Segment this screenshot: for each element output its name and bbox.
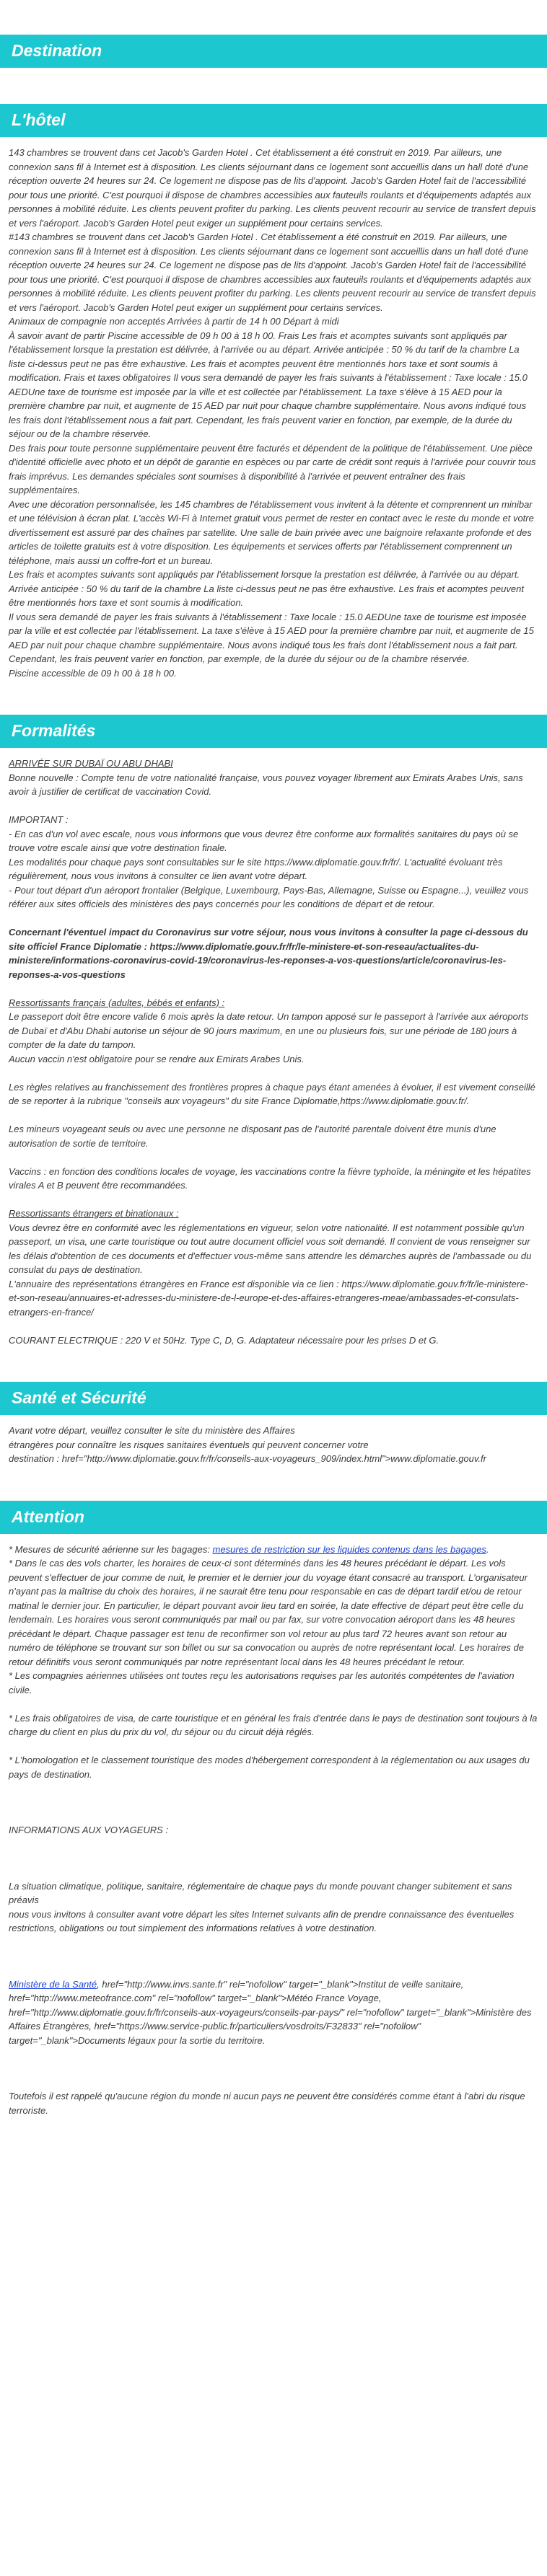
- baggage-rule: [9, 1543, 538, 1557]
- formalites-heading: Formalités: [0, 715, 547, 748]
- situation-line: nous vous invitons à consulter avant votre départ les sites Internet suivants afin de prendre connaissance des éventuelles restrictions, obligations ou tout simplement des informations relatives à votre destination.: [9, 1908, 515, 1933]
- rules-text: Les règles relatives au franchissement des frontières propres à chaque pays étant amenées à évoluer, il est vivement conseillé de se reporter à la rubrique "conseils aux voyageurs" du site France Diplomatie,https://www.diplomatie.gouv.fr/.: [9, 1081, 535, 1106]
- hotel-paragraph: Il vous sera demandé de payer les frais suivants à l'établissement : Taxe locale : 15.0 AEDUne taxe de tourisme est imposée par la ville et est collectée par l'établissement. La taxe s'élève à 15 AED pour la première chambre par nuit, et augmente de 15 AED par nuit pour chaque chambre supplémentaire. Nous avons indiqué tous les frais dont l'établissement nous a fait part. Cependant, les frais peuvent varier en fonction, par exemple, de la durée du séjour ou de la chambre réservée.: [9, 611, 534, 664]
- situation-line: La situation climatique, politique, sanitaire, réglementaire de chaque pays du monde pouvant changer subitement et sans préavis: [9, 1880, 512, 1905]
- airlines-text: * Les compagnies aériennes utilisées ont toutes reçu les autorisations requises par les autorités compétentes de l'aviation civile.: [9, 1670, 515, 1695]
- important-line: - Pour tout départ d'un aéroport frontalier (Belgique, Luxembourg, Pays-Bas, Allemagne, Suisse ou Espagne...), veuillez vous référer aux sites officiels des ministères des pays concernés pour les conditions de départ et de retour.: [9, 884, 529, 909]
- ministere-sante-link[interactable]: Ministère de la Santé: [9, 1978, 97, 1990]
- fr-text: Le passeport doit être encore valide 6 mois après la date retour. Un tampon apposé sur le passeport à l'arrivée aux aéroports de Dubaï et d'Abu Dhabi autorise un séjour de 90 jours maximum, en une ou plusieurs fois, sur une période de 180 jours à compter de la date du tampon.: [9, 1011, 529, 1050]
- important-line: - En cas d'un vol avec escale, nous vous informons que vous devrez être conforme aux formalités sanitaires du pays où se trouve votre escale ainsi que votre destination finale.: [9, 828, 519, 853]
- fr-text-vaccine: Aucun vaccin n'est obligatoire pour se rendre aux Emirats Arabes Unis.: [9, 1053, 305, 1064]
- charter-schedule-text: * Dans le cas des vols charter, les horaires de ceux-ci sont déterminés dans les 48 heures précédant le départ. Les vols peuvent s'effectuer de jour comme de nuit, le premier et le dernier jour du voyage étant consacré au transport. L'organisateur n'ayant pas la maîtrise du choix des horaires, il ne saurait être tenu pour responsable en cas de départ tardif et/ou de retour matinal le dernier jour. En particulier, le départ pouvant avoir lieu tard en soirée, la date effective de départ peut être celle du lendemain. Les horaires vous seront communiqués par mail ou par fax, sur votre convocation aéroport dans les 48 heures précédant le départ. Chaque passager est tenu de reconfirmer son vol retour au plus tard 72 heures avant son retour au numéro de téléphone se trouvant sur son billet ou sur sa convocation ou auprès de notre représentant local. Les horaires de retour définitifs vous seront communiqués par notre représentant local dans les 48 heures précédant le retour.: [9, 1558, 528, 1667]
- sante-line: Avant votre départ, veuillez consulter le site du ministère des Affaires: [9, 1425, 295, 1436]
- important-heading: IMPORTANT :: [9, 814, 69, 825]
- minors-text: Les mineurs voyageant seuls ou avec une personne ne disposant pas de l'autorité parentale doivent être munis d'une autorisation de sortie de territoire.: [9, 1124, 496, 1149]
- arrivee-heading: ARRIVÉE SUR DUBAÏ OU ABU DHABI: [9, 758, 173, 769]
- hotel-paragraph: Avec une décoration personnalisée, les 145 chambres de l'établissement vous invitent à la détente et comprennent un minibar et une télévision à écran plat. L'accès Wi-Fi à Internet gratuit vous permet de rester en contact avec le reste du monde et votre divertissement est assuré par des chaînes par satellite. Une salle de bain privée avec une baignoire relaxante profonde et des articles de toilette gratuits est à votre disposition. Les équipements et services offerts par l'établissement comprennent un téléphone, mais aussi un coffre-fort et un bureau.: [9, 498, 534, 566]
- hotel-paragraph: Piscine accessible de 09 h 00 à 18 h 00.: [9, 667, 177, 679]
- foreign-heading: Ressortissants étrangers et binationaux :: [9, 1208, 179, 1219]
- sante-line: destination : href="http://www.diplomatie.gouv.fr/fr/conseils-aux-voyageurs_909/index.html">www.diplomatie.gouv.fr: [9, 1453, 486, 1464]
- hotel-paragraph: Des frais pour toute personne supplémentaire peuvent être facturés et dépendent de la politique de l'établissement. Une pièce d'identité officielle avec photo et un dépôt de garantie en espèces ou par carte de crédit sont requis à l'arrivée pour couvrir tous frais imprévus. Les demandes spéciales sont soumises à disponibilité à l'arrivée et peuvent entraîner des frais supplémentaires.: [9, 442, 536, 495]
- hotel-heading: L'hôtel: [0, 104, 547, 137]
- hotel-paragraph: À savoir avant de partir Piscine accessible de 09 h 00 à 18 h 00. Frais Les frais et acomptes suivants sont appliqués par l'établissement lorsque la prestation est délivrée, à l'arrivée ou au départ. Arrivée anticipée : 50 % du tarif de la chambre La liste ci-dessus peut ne pas être exhaustive. Les frais et acomptes peuvent être mentionnés hors taxe et sont soumis à modification. Frais et taxes obligatoires Il vous sera demandé de payer les frais suivants à l'établissement : Taxe locale : 15.0 AEDUne taxe de tourisme est imposée par la ville et est collectée par l'établissement. La taxe s'élève à 15 AED pour la première chambre par nuit, et augmente de 15 AED par nuit pour chaque chambre supplémentaire. Nous avons indiqué tous les frais dont l'établissement nous a fait part. Cependant, les frais peuvent varier en fonction, par exemple, de la durée du séjour ou de la chambre réservée.: [9, 330, 528, 439]
- covid-notice: Concernant l'éventuel impact du Coronavirus sur votre séjour, nous vous invitons à consulter la page ci-dessous du site officiel France Diplomatie : https://www.diplomatie.gouv.fr/fr/le-ministere-et-son-reseau/actualites-du-ministere/informations-coronavirus-covid-19/coronavirus-les-reponses-a-vos-questions/article/coronavirus-les-reponses-a-vos-questions: [9, 927, 528, 980]
- liquids-restriction-link[interactable]: mesures de restriction sur les liquides contenus dans les bagages: [212, 1543, 486, 1555]
- fr-heading: Ressortissants français (adultes, bébés et enfants) :: [9, 997, 225, 1008]
- baggage-rule-prefix: * Mesures de sécurité aérienne sur les bagages:: [9, 1543, 213, 1555]
- sites-list: [9, 1977, 538, 2048]
- terror-text: Toutefois il est rappelé qu'aucune région du monde ni aucun pays ne peuvent être considérés comme étant à l'abri du risque terroriste.: [9, 2091, 525, 2116]
- formalites-section: [0, 748, 547, 1353]
- foreign-text: Vous devrez être en conformité avec les réglementations en vigueur, selon votre nationalité. Il est notamment possible qu'un passeport, un visa, une carte touristique ou tout autre document officiel vous soit demandé. Il convient de vous renseigner sur les délais d'obtention de ces documents et d'effectuer vous-même sans attendre les démarches auprès de l'ambassade ou du consulat du pays de destination.: [9, 1222, 532, 1275]
- vaccins-text: Vaccins : en fonction des conditions locales de voyage, les vaccinations contre la fièvre typhoïde, la méningite et les hépatites virales A et B peuvent être recommandées.: [9, 1165, 531, 1191]
- attention-heading: Attention: [0, 1501, 547, 1534]
- sante-line: étrangères pour connaître les risques sanitaires éventuels qui peuvent concerner votre: [9, 1439, 369, 1450]
- sante-section: [0, 1415, 547, 1472]
- important-line: Les modalités pour chaque pays sont consultables sur le site https://www.diplomatie.gouv.fr/fr/. L'actualité évoluant très régulièrement, nous vous invitons à consulter ce lien avant votre départ.: [9, 856, 503, 881]
- foreign-directory: L'annuaire des représentations étrangères en France est disponible via ce lien : https://www.diplomatie.gouv.fr/fr/le-ministere-et-son-reseau/annuaires-et-adresses-du-ministere-de-l-europe-et-des-affaires-etrangeres-meae/ambassades-et-consulats-etrangers-en-france/: [9, 1278, 528, 1318]
- hotel-paragraph: #143 chambres se trouvent dans cet Jacob's Garden Hotel . Cet établissement a été construit en 2019. Par ailleurs, une connexion sans fil à Internet est à disposition. Les clients séjournant dans ce logement sont accueillis dans un hall doté d'une réception ouverte 24 heures sur 24. Ce logement ne dispose pas de lits d'appoint. Jacob's Garden Hotel fait de l'accessibilité pour tous une priorité. C'est pourquoi il dispose de chambres accessibles aux fauteuils roulants et d'équipements adaptés aux personnes à mobilité réduite. Les clients peuvent profiter du parking. Les clients peuvent recourir au service de transfert depuis et vers l'aéroport. Jacob's Garden Hotel peut exiger un supplément pour certains services.: [9, 231, 536, 313]
- visa-fees-text: * Les frais obligatoires de visa, de carte touristique et en général les frais d'entrée dans le pays de destination sont toujours à la charge du client en plus du prix du vol, du séjour ou du circuit déjà réglés.: [9, 1712, 538, 1737]
- arrivee-text: Bonne nouvelle : Compte tenu de votre nationalité française, vous pouvez voyager librement aux Emirats Arabes Unis, sans avoir à justifier de certificat de vaccination Covid.: [9, 772, 523, 797]
- electric-text: COURANT ELECTRIQUE : 220 V et 50Hz. Type C, D, G. Adaptateur nécessaire pour les prises D et G.: [9, 1334, 439, 1346]
- sites-list-text: , href="http://www.invs.sante.fr" rel="nofollow" target="_blank">Institut de veille sanitaire, href="http://www.meteofrance.com" rel="nofollow" target="_blank">Météo France Voyage, href="http://www.diplomatie.gouv.fr/fr/conseils-aux-voyageurs/conseils-par-pays/" rel="nofollow" target="_blank">Ministère des Affaires Étrangères, href="https://www.service-public.fr/particuliers/vosdroits/F32833" rel="nofollow" target="_blank">Documents légaux pour la sortie du territoire.: [9, 1978, 532, 2046]
- sante-heading: Santé et Sécurité: [0, 1382, 547, 1415]
- baggage-rule-suffix: .: [486, 1543, 489, 1555]
- homologation-text: * L'homologation et le classement touristique des modes d'hébergement correspondent à la réglementation ou aux usages du pays de destination.: [9, 1755, 530, 1780]
- hotel-section: [0, 137, 547, 686]
- hotel-paragraph: Les frais et acomptes suivants sont appliqués par l'établissement lorsque la prestation est délivrée, à l'arrivée ou au départ. Arrivée anticipée : 50 % du tarif de la chambre La liste ci-dessus peut ne pas être exhaustive. Les frais et acomptes peuvent être mentionnés hors taxe et sont soumis à modification.: [9, 569, 524, 608]
- hotel-paragraph: Animaux de compagnie non acceptés Arrivées à partir de 14 h 00 Départ à midi: [9, 316, 339, 327]
- info-heading: INFORMATIONS AUX VOYAGEURS :: [9, 1825, 169, 1835]
- attention-section: [0, 1534, 547, 2124]
- hotel-paragraph: 143 chambres se trouvent dans cet Jacob's Garden Hotel . Cet établissement a été construit en 2019. Par ailleurs, une connexion sans fil à Internet est à disposition. Les clients séjournant dans ce logement sont accueillis dans un hall doté d'une réception ouverte 24 heures sur 24. Ce logement ne dispose pas de lits d'appoint. Jacob's Garden Hotel fait de l'accessibilité pour tous une priorité. C'est pourquoi il dispose de chambres accessibles aux fauteuils roulants et d'équipements adaptés aux personnes à mobilité réduite. Les clients peuvent profiter du parking. Les clients peuvent recourir au service de transfert depuis et vers l'aéroport. Jacob's Garden Hotel peut exiger un supplément pour certains services.: [9, 147, 536, 229]
- destination-heading: Destination: [0, 35, 547, 68]
